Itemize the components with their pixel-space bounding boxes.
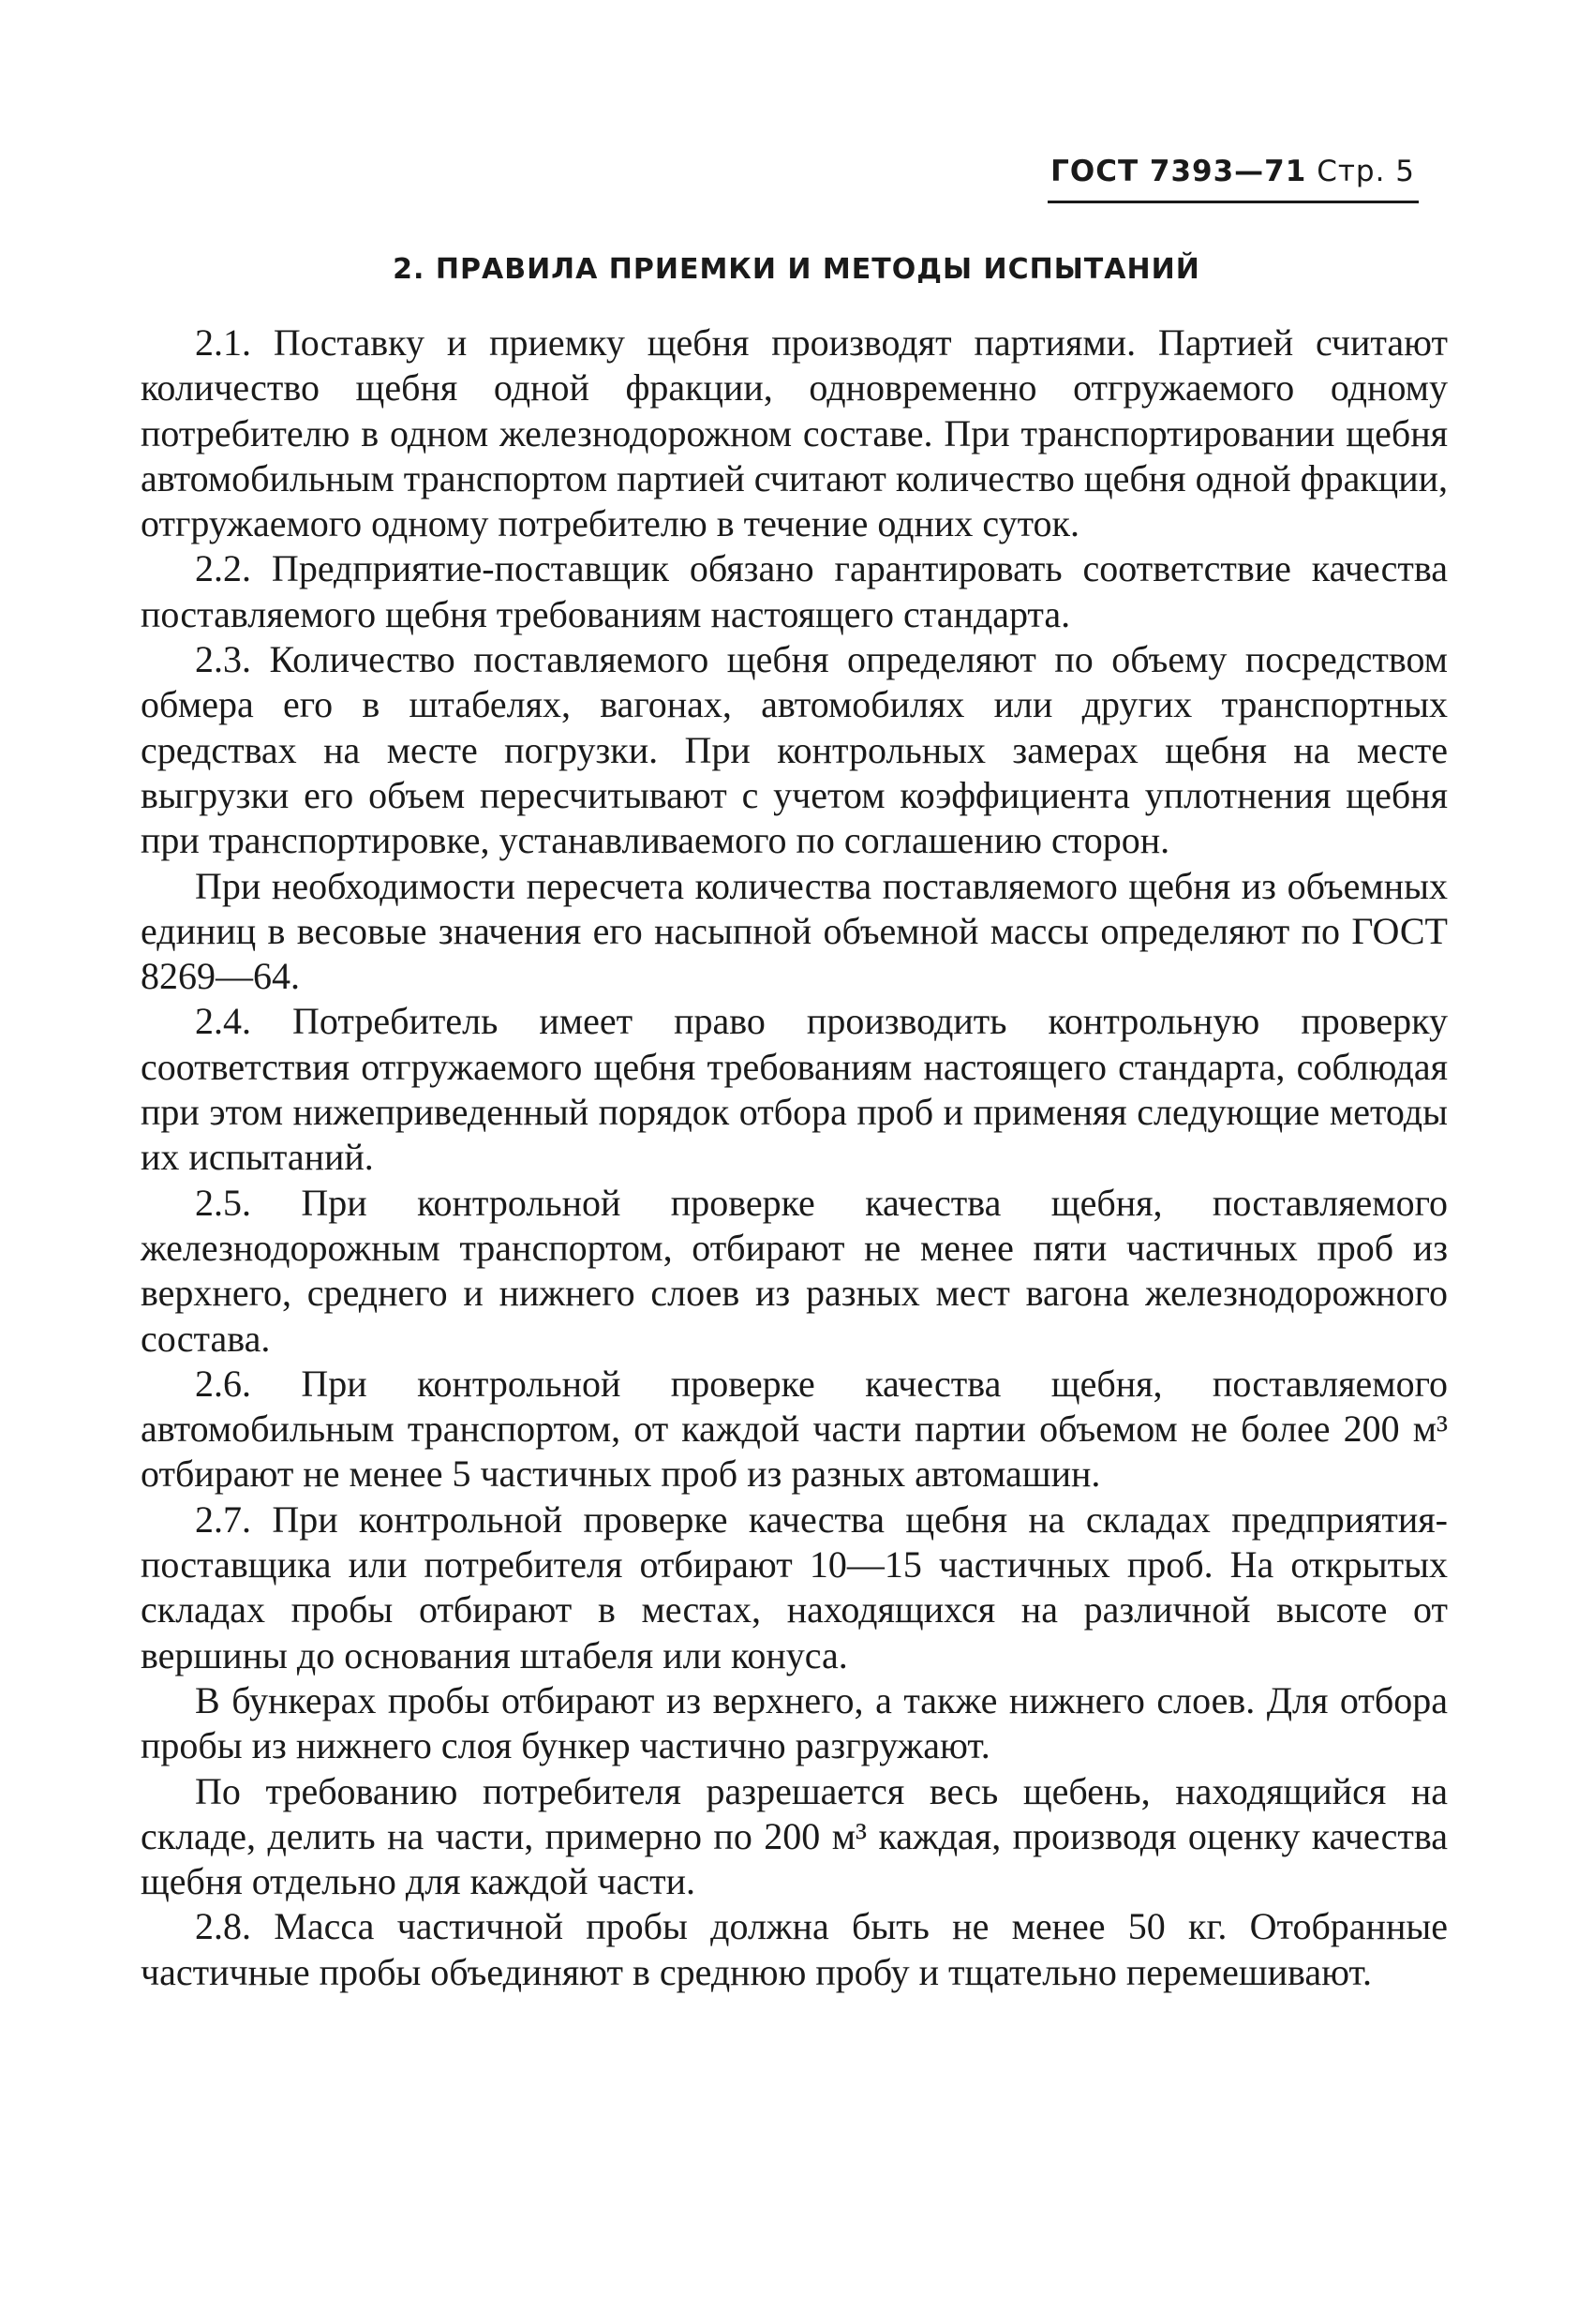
paragraph-2-3: 2.3. Количество поставляемого щебня определяют по объему посредством обмера его в штабелях, вагонах, автомобилях или других транспортных средствах на месте погрузки. При контрольных замерах щебня на месте выгрузки его объем пересчитывают с учетом коэффициента уплотнения щебня при транспортировке, устанавливаемого по соглашению сторон.: [141, 638, 1448, 862]
running-header: [1050, 155, 1415, 188]
paragraph-2-2: 2.2. Предприятие-поставщик обязано гарантировать соответствие качества поставляемого щебня требованиям настоящего стандарта.: [141, 547, 1448, 635]
paragraph-2-5: 2.5. При контрольной проверке качества щебня, поставляемого железнодорожным транспортом, отбирают не менее пяти частичных проб из верхнего, среднего и нижнего слоев из разных мест вагона железнодорожного состава.: [141, 1181, 1448, 1360]
paragraph-2-7-bunkers: В бункерах пробы отбирают из верхнего, а также нижнего слоев. Для отбора пробы из нижнего слоя бункер частично разгружают.: [141, 1678, 1448, 1767]
paragraph-2-4: 2.4. Потребитель имеет право производить контрольную проверку соответствия отгружаемого щебня требованиям настоящего стандарта, соблюдая при этом нижеприведенный порядок отбора проб и применяя следующие методы их испытаний.: [141, 1000, 1448, 1179]
header-rule: [1048, 201, 1419, 203]
paragraph-2-3-recalculation: При необходимости пересчета количества поставляемого щебня из объемных единиц в весовые значения его насыпной объемной массы определяют по ГОСТ 8269—64.: [141, 864, 1448, 998]
paragraph-2-7: 2.7. При контрольной проверке качества щебня на складах предприятия-поставщика или потребителя отбирают 10—15 частичных проб. На открытых складах пробы отбирают в местах, находящихся на различной высоте от вершины до основания штабеля или конуса.: [141, 1497, 1448, 1676]
paragraph-2-1: 2.1. Поставку и приемку щебня производят партиями. Партией считают количество щебня одной фракции, одновременно отгружаемого одному потребителю в одном железнодорожном составе. При транспортировании щебня автомобильным транспортом партией считают количество щебня одной фракции, отгружаемого одному потребителю в течение одних суток.: [141, 321, 1448, 545]
paragraph-2-7-consumer-request: По требованию потребителя разрешается весь щебень, находящийся на складе, делить на части, примерно по 200 м³ каждая, производя оценку качества щебня отдельно для каждой части.: [141, 1769, 1448, 1903]
body-text: [141, 320, 1448, 1995]
section-title: 2. ПРАВИЛА ПРИЕМКИ И МЕТОДЫ ИСПЫТАНИЙ: [393, 253, 1200, 286]
paragraph-2-6: 2.6. При контрольной проверке качества щебня, поставляемого автомобильным транспортом, от каждой части партии объемом не более 200 м³ отбирают не менее 5 частичных проб из разных автомашин.: [141, 1362, 1448, 1496]
page-number: Стр. 5: [1317, 155, 1415, 188]
paragraph-2-8: 2.8. Масса частичной пробы должна быть не менее 50 кг. Отобранные частичные пробы объединяют в среднюю пробу и тщательно перемешивают.: [141, 1905, 1448, 1993]
standard-number: ГОСТ 7393—71: [1050, 155, 1307, 188]
